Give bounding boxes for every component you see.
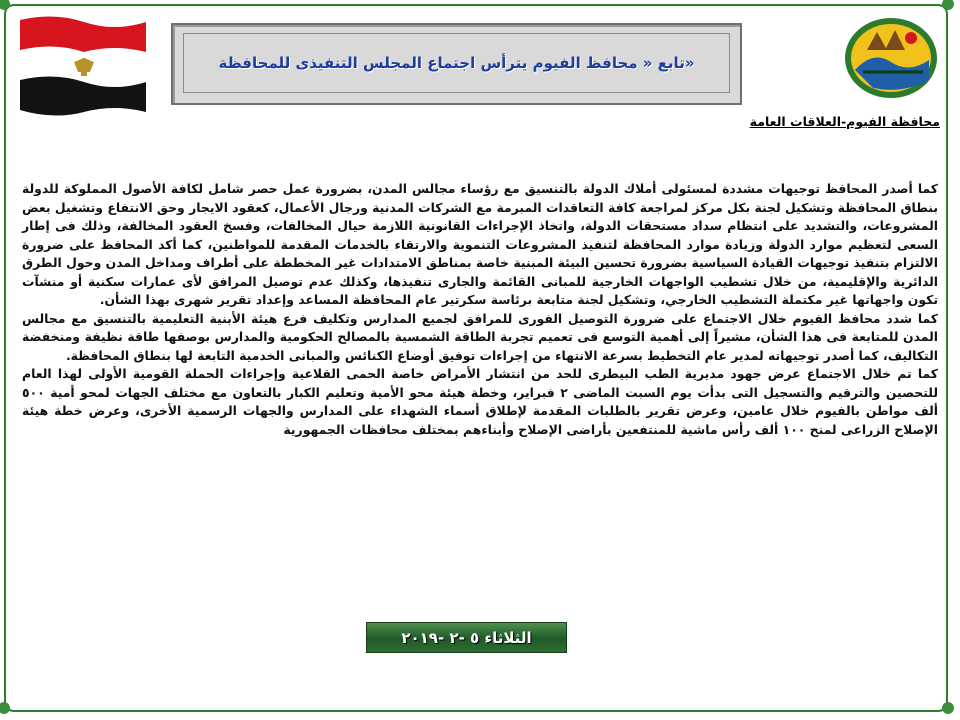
date-badge (366, 622, 567, 653)
headline-title: «تابع « محافظ الفيوم يترأس اجتماع المجلس التنفيذى للمحافظة (218, 54, 695, 72)
frame-corner-top-right (942, 0, 954, 10)
source-label: محافظة الفيوم-العلاقات العامة (749, 114, 940, 129)
frame-corner-bottom-right (942, 702, 954, 714)
article-body (22, 180, 938, 439)
article-paragraph: كما تم خلال الاجتماع عرض جهود مديرية الطب البيطرى للحد من انتشار الأمراض خاصة الحمى القلاعية وإجراءات الحملة القومية الأولى لهذا العام للتحصين والترقيم والتسجيل التى بدأت يوم السبت الماضى ٢ فبراير، وخطة هيئة محو الأمية وتعليم الكبار بالتعاون مع مختلف الجهات لمحو أمية ٥٠٠ ألف مواطن بالفيوم خلال عامين، وعرض تقرير بالطلبات المقدمة لإطلاق أسماء الشهداء على المدارس والجهات الرسمية الأخرى، وعرض خطة هيئة الإصلاح الزراعى لمنح ١٠٠ ألف رأس ماشية للمنتفعين بأراضى الإصلاح وأبناءهم بمختلف محافظات الجمهورية (22, 366, 938, 437)
article-paragraph: كما أصدر المحافظ توجيهات مشددة لمسئولى أملاك الدولة بالتنسيق مع رؤساء مجالس المدن، بضرورة عمل حصر شامل لكافة الأصول المملوكة للدولة بنطاق المحافظة وتشكيل لجنة بكل مركز لمراجعة كافة التعاقدات المبرمة مع الشركات المدنية ورجال الأعمال، كعقود الايجار وحق الانتفاع وتشغيل بعض المشروعات، والتشديد على انتظام سداد مستحقات الدولة، واتخاذ الإجراءات القانونية اللازمة حيال المخالفات، وفسخ العقود المخالفة، وذلك فى إطار السعى لتعظيم موارد الدولة وزيادة موارد المحافظة لتنفيذ المشروعات التنموية والارتقاء بالخدمات المقدمة للمواطنين، كما أكد المحافظ على ضرورة الالتزام بتنفيذ توجيهات القيادة السياسية بضرورة تحسين البيئة المبنية خاصة بمناطق الامتدادات غير المخططة على أطراف ومداخل المدن وحول الطرق الدائرية والإقليمية، من خلال تشطيب الواجهات الخارجية للمبانى القائمة والجارى تنفيذها، وكذلك عدم توصيل المرافق لأى عمارات سكنية أو منشآت تكون واجهاتها غير مكتملة التشطيب الخارجي، وتشكيل لجنة متابعة برئاسة سكرتير عام المحافظة المساعد وإعداد تقرير شهرى بهذا الشأن. (22, 181, 938, 307)
date-label: الثلاثاء ٥ -٢ -٢٠١٩ (401, 628, 532, 647)
egypt-flag-icon (14, 8, 150, 120)
headline-inner-frame (183, 33, 730, 93)
fayoum-governorate-logo (833, 10, 941, 102)
frame-corner-bottom-left (0, 702, 10, 714)
headline-box (171, 23, 742, 105)
article-paragraph: كما شدد محافظ الفيوم خلال الاجتماع على ضرورة التوصيل الفورى للمرافق لجميع المدارس وتكليف فرع هيئة الأبنية التعليمية بالتنسيق مع مجالس المدن للمتابعة فى هذا الشأن، مشيراً إلى أهمية التوسع فى تعميم تجربة الطاقة الشمسية بالمصالح الحكومية والمدارس بوصفها طاقة نظيفة ومنخفضة التكاليف، كما أصدر توجيهاته لمدير عام التخطيط بسرعة الانتهاء من إجراءات توفيق أوضاع الكنائس والمبانى الخدمية التابعة لها بنطاق المحافظة. (22, 310, 938, 363)
